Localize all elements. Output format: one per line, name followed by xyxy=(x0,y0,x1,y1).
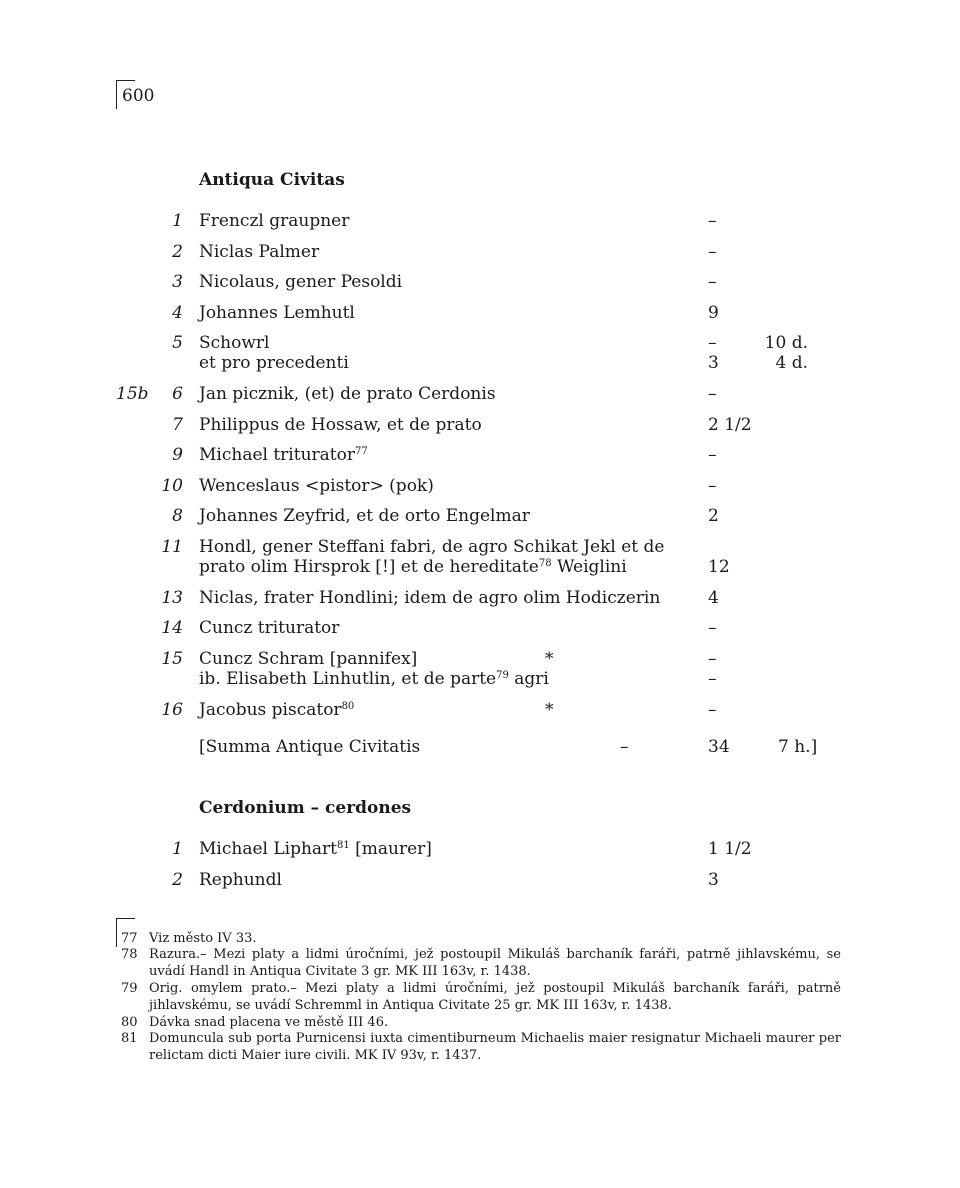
footnote-text: Razura.– Mezi platy a lidmi úročními, jež postoupil Mikuláš barchaník faráři, patrně jihlavskému, se uvádí Handl in Antiqua Civitate 3 gr. MK III 163v, r. 1438. xyxy=(149,947,841,979)
row-line xyxy=(0,870,960,890)
row-number: 5 xyxy=(172,333,183,353)
row-line xyxy=(0,384,960,404)
row-line xyxy=(0,445,960,465)
entry-name: Cuncz triturator xyxy=(199,618,340,638)
row-number: 2 xyxy=(172,242,183,262)
row-number: 4 xyxy=(172,303,183,323)
entry-name: Hondl, gener Steffani fabri, de agro Schikat Jekl et de xyxy=(199,537,665,557)
entry-name: Cuncz Schram [pannifex] xyxy=(199,649,418,669)
groschen-value: – xyxy=(708,618,717,638)
footnote-number: 80 xyxy=(121,1015,138,1030)
entry-name: Michael triturator$^{77}$ xyxy=(199,445,368,465)
folio-number: 15b xyxy=(116,384,149,404)
entry-name: et pro precedenti xyxy=(199,353,349,373)
row-line xyxy=(0,415,960,435)
groschen-value: – xyxy=(708,700,717,720)
row-number: 16 xyxy=(161,700,183,720)
footnote-ref: 81 xyxy=(337,840,350,851)
groschen-value: 12 xyxy=(708,557,730,577)
entry-name: ib. Elisabeth Linhutlin, et de parte$^{79}$ agri xyxy=(199,669,549,689)
page-number: 600 xyxy=(116,80,176,108)
groschen-value: 4 xyxy=(708,588,719,608)
entry-name: Schowrl xyxy=(199,333,270,353)
asterisk-mark: * xyxy=(545,700,554,720)
row-number: 10 xyxy=(161,476,183,496)
footnote-ref: 79 xyxy=(496,670,509,681)
row-number: 6 xyxy=(172,384,183,404)
row-line xyxy=(0,272,960,292)
row-line xyxy=(0,333,960,353)
footnote-text: Viz město IV 33. xyxy=(149,931,257,946)
denar-value: 10 d. xyxy=(764,333,808,353)
footnote-text: Dávka snad placena ve městě III 46. xyxy=(149,1015,389,1030)
row-number: 1 xyxy=(172,839,183,859)
summa-groschen: 34 xyxy=(708,737,730,757)
entry-name: Frenczl graupner xyxy=(199,211,350,231)
entry-name: Rephundl xyxy=(199,870,282,890)
entry-name: Jan picznik, (et) de prato Cerdonis xyxy=(199,384,496,404)
groschen-value: – xyxy=(708,333,717,353)
row-number: 8 xyxy=(172,506,183,526)
row-number: 9 xyxy=(172,445,183,465)
groschen-value: – xyxy=(708,211,717,231)
row-line xyxy=(0,588,960,608)
entry-name: prato olim Hirsprok [!] et de hereditate$^{78}$ Weiglini xyxy=(199,557,627,577)
entry-name: Philippus de Hossaw, et de prato xyxy=(199,415,482,435)
asterisk-mark: * xyxy=(545,649,554,669)
groschen-value: – xyxy=(708,384,717,404)
summa-label: [Summa Antique Civitatis xyxy=(199,737,421,757)
row-line xyxy=(0,211,960,231)
row-number: 1 xyxy=(172,211,183,231)
row-line xyxy=(0,618,960,638)
section-title: Cerdonium – cerdones xyxy=(199,798,412,818)
footnote-number: 81 xyxy=(121,1031,138,1046)
row-number: 15 xyxy=(161,649,183,669)
footnote-number: 78 xyxy=(121,947,138,962)
groschen-value: – xyxy=(708,272,717,292)
row-line xyxy=(0,839,960,859)
summa-dash: – xyxy=(620,737,629,757)
row-line xyxy=(0,353,960,373)
section-title: Antiqua Civitas xyxy=(199,170,345,190)
row-number: 14 xyxy=(161,618,183,638)
entry-name: Niclas Palmer xyxy=(199,242,320,262)
groschen-value: 2 1/2 xyxy=(708,415,752,435)
groschen-value: – xyxy=(708,649,717,669)
row-line xyxy=(0,242,960,262)
row-number: 2 xyxy=(172,870,183,890)
row-number: 11 xyxy=(161,537,183,557)
footnote-ref: 80 xyxy=(341,701,355,712)
groschen-value: – xyxy=(708,476,717,496)
summa-heller: 7 h.] xyxy=(778,737,818,757)
row-line xyxy=(0,649,960,669)
footnote-text: Domuncula sub porta Purnicensi iuxta cimentiburneum Michaelis maier resignatur Michaeli maurer per relictam dicti Maier iure civili. MK IV 93v, r. 1437. xyxy=(149,1031,841,1063)
groschen-value: 1 1/2 xyxy=(708,839,752,859)
row-line xyxy=(0,476,960,496)
footnote-number: 77 xyxy=(121,931,138,946)
groschen-value: – xyxy=(708,669,717,689)
entry-name: Jacobus piscator$^{80}$ xyxy=(199,700,355,720)
entry-name: Niclas, frater Hondlini; idem de agro olim Hodiczerin xyxy=(199,588,661,608)
denar-value: 4 d. xyxy=(775,353,808,373)
row-line xyxy=(0,506,960,526)
entry-name: Wenceslaus <pistor> (pok) xyxy=(199,476,434,496)
row-line xyxy=(0,537,960,557)
row-line xyxy=(0,557,960,577)
footnote-number: 79 xyxy=(121,981,138,996)
footnote-text: Orig. omylem prato.– Mezi platy a lidmi úročními, jež postoupil Mikuláš barchaník faráři, patrně jihlavskému, se uvádí Schremml in Antiqua Civitate 25 gr. MK III 163v, r. 1438. xyxy=(149,981,841,1013)
entry-name: Nicolaus, gener Pesoldi xyxy=(199,272,403,292)
row-number: 13 xyxy=(161,588,183,608)
groschen-value: 2 xyxy=(708,506,719,526)
row-line xyxy=(0,303,960,323)
row-number: 3 xyxy=(172,272,183,292)
row-number: 7 xyxy=(172,415,183,435)
entry-name: Michael Liphart$^{81}$ [maurer] xyxy=(199,839,432,859)
groschen-value: 3 xyxy=(708,870,719,890)
footnote-ref: 78 xyxy=(538,558,552,569)
groschen-value: – xyxy=(708,242,717,262)
footnote-ref: 77 xyxy=(354,446,368,457)
groschen-value: 9 xyxy=(708,303,719,323)
groschen-value: – xyxy=(708,445,717,465)
row-line xyxy=(0,669,960,689)
entry-name: Johannes Lemhutl xyxy=(199,303,355,323)
row-line xyxy=(0,700,960,720)
entry-name: Johannes Zeyfrid, et de orto Engelmar xyxy=(199,506,530,526)
groschen-value: 3 xyxy=(708,353,719,373)
